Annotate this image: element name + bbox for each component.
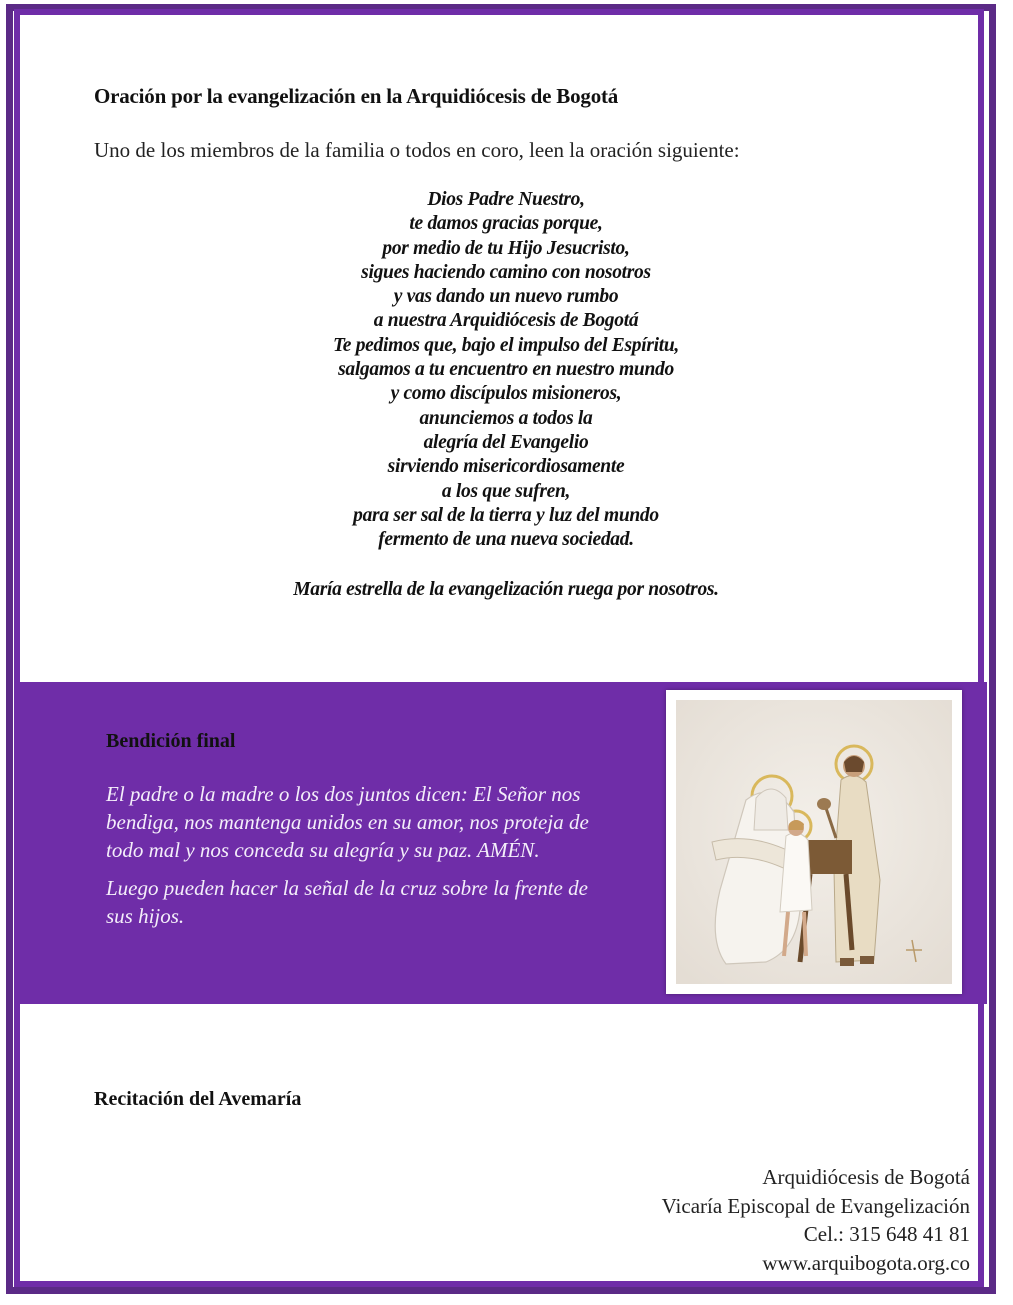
prayer-line: sirviendo misericordiosamente xyxy=(387,456,625,478)
prayer-line: a los que sufren, xyxy=(441,480,571,502)
contact-website-link[interactable]: www.arquibogota.org.co xyxy=(762,1250,970,1275)
page-title: Oración por la evangelización en la Arquidiócesis de Bogotá xyxy=(94,84,619,108)
prayer-line: te damos gracias porque, xyxy=(409,213,603,235)
closing-line: ruega por nosotros. xyxy=(567,579,719,600)
contact-block xyxy=(662,1163,970,1277)
contact-vicaria: Vicaría Episcopal de Evangelización xyxy=(661,1193,970,1218)
contact-org: Arquidiócesis de Bogotá xyxy=(762,1165,970,1189)
contact-phone: Cel.: 315 648 41 81 xyxy=(803,1222,970,1246)
prayer-line: y vas dando un nuevo rumbo xyxy=(393,286,619,308)
prayer-line: Dios Padre Nuestro, xyxy=(427,189,585,210)
avemaria-heading: Recitación del Avemaría xyxy=(94,1088,302,1110)
prayer-line: por medio de tu Hijo Jesucristo, xyxy=(382,237,630,259)
prayer-line: fermento de una nueva sociedad. xyxy=(378,529,634,551)
prayer-line: anunciemos a todos la xyxy=(419,407,593,429)
prayer-line: a nuestra Arquidiócesis de Bogotá xyxy=(373,310,639,332)
closing-line: María estrella de la evangelización xyxy=(293,579,564,600)
closing-invocation xyxy=(230,578,782,602)
blessing-text xyxy=(106,780,606,940)
holy-family-painting xyxy=(666,690,962,994)
prayer-line: y como discípulos misioneros, xyxy=(390,383,622,405)
blessing-title: Bendición final xyxy=(106,730,236,752)
prayer-line: para ser sal de la tierra y luz del mundo xyxy=(353,504,659,526)
blessing-paragraph: El padre o la madre o los dos juntos dicen: El Señor nos bendiga, nos mantenga unidos en su amor, nos proteja de todo mal y nos conceda su alegría y su paz. AMÉN. xyxy=(106,782,589,862)
prayer-line: sigues haciendo camino con nosotros xyxy=(361,261,651,283)
prayer-text xyxy=(230,188,782,552)
prayer-line: salgamos a tu encuentro en nuestro mundo xyxy=(338,359,674,381)
instruction-text: Uno de los miembros de la familia o todos en coro, leen la oración siguiente: xyxy=(94,138,740,162)
blessing-paragraph: Luego pueden hacer la señal de la cruz sobre la frente de sus hijos. xyxy=(106,876,588,928)
prayer-line: Te pedimos que, bajo el impulso del Espíritu, xyxy=(332,334,679,356)
prayer-line: alegría del Evangelio xyxy=(423,431,589,453)
painting-illustration xyxy=(676,700,952,984)
